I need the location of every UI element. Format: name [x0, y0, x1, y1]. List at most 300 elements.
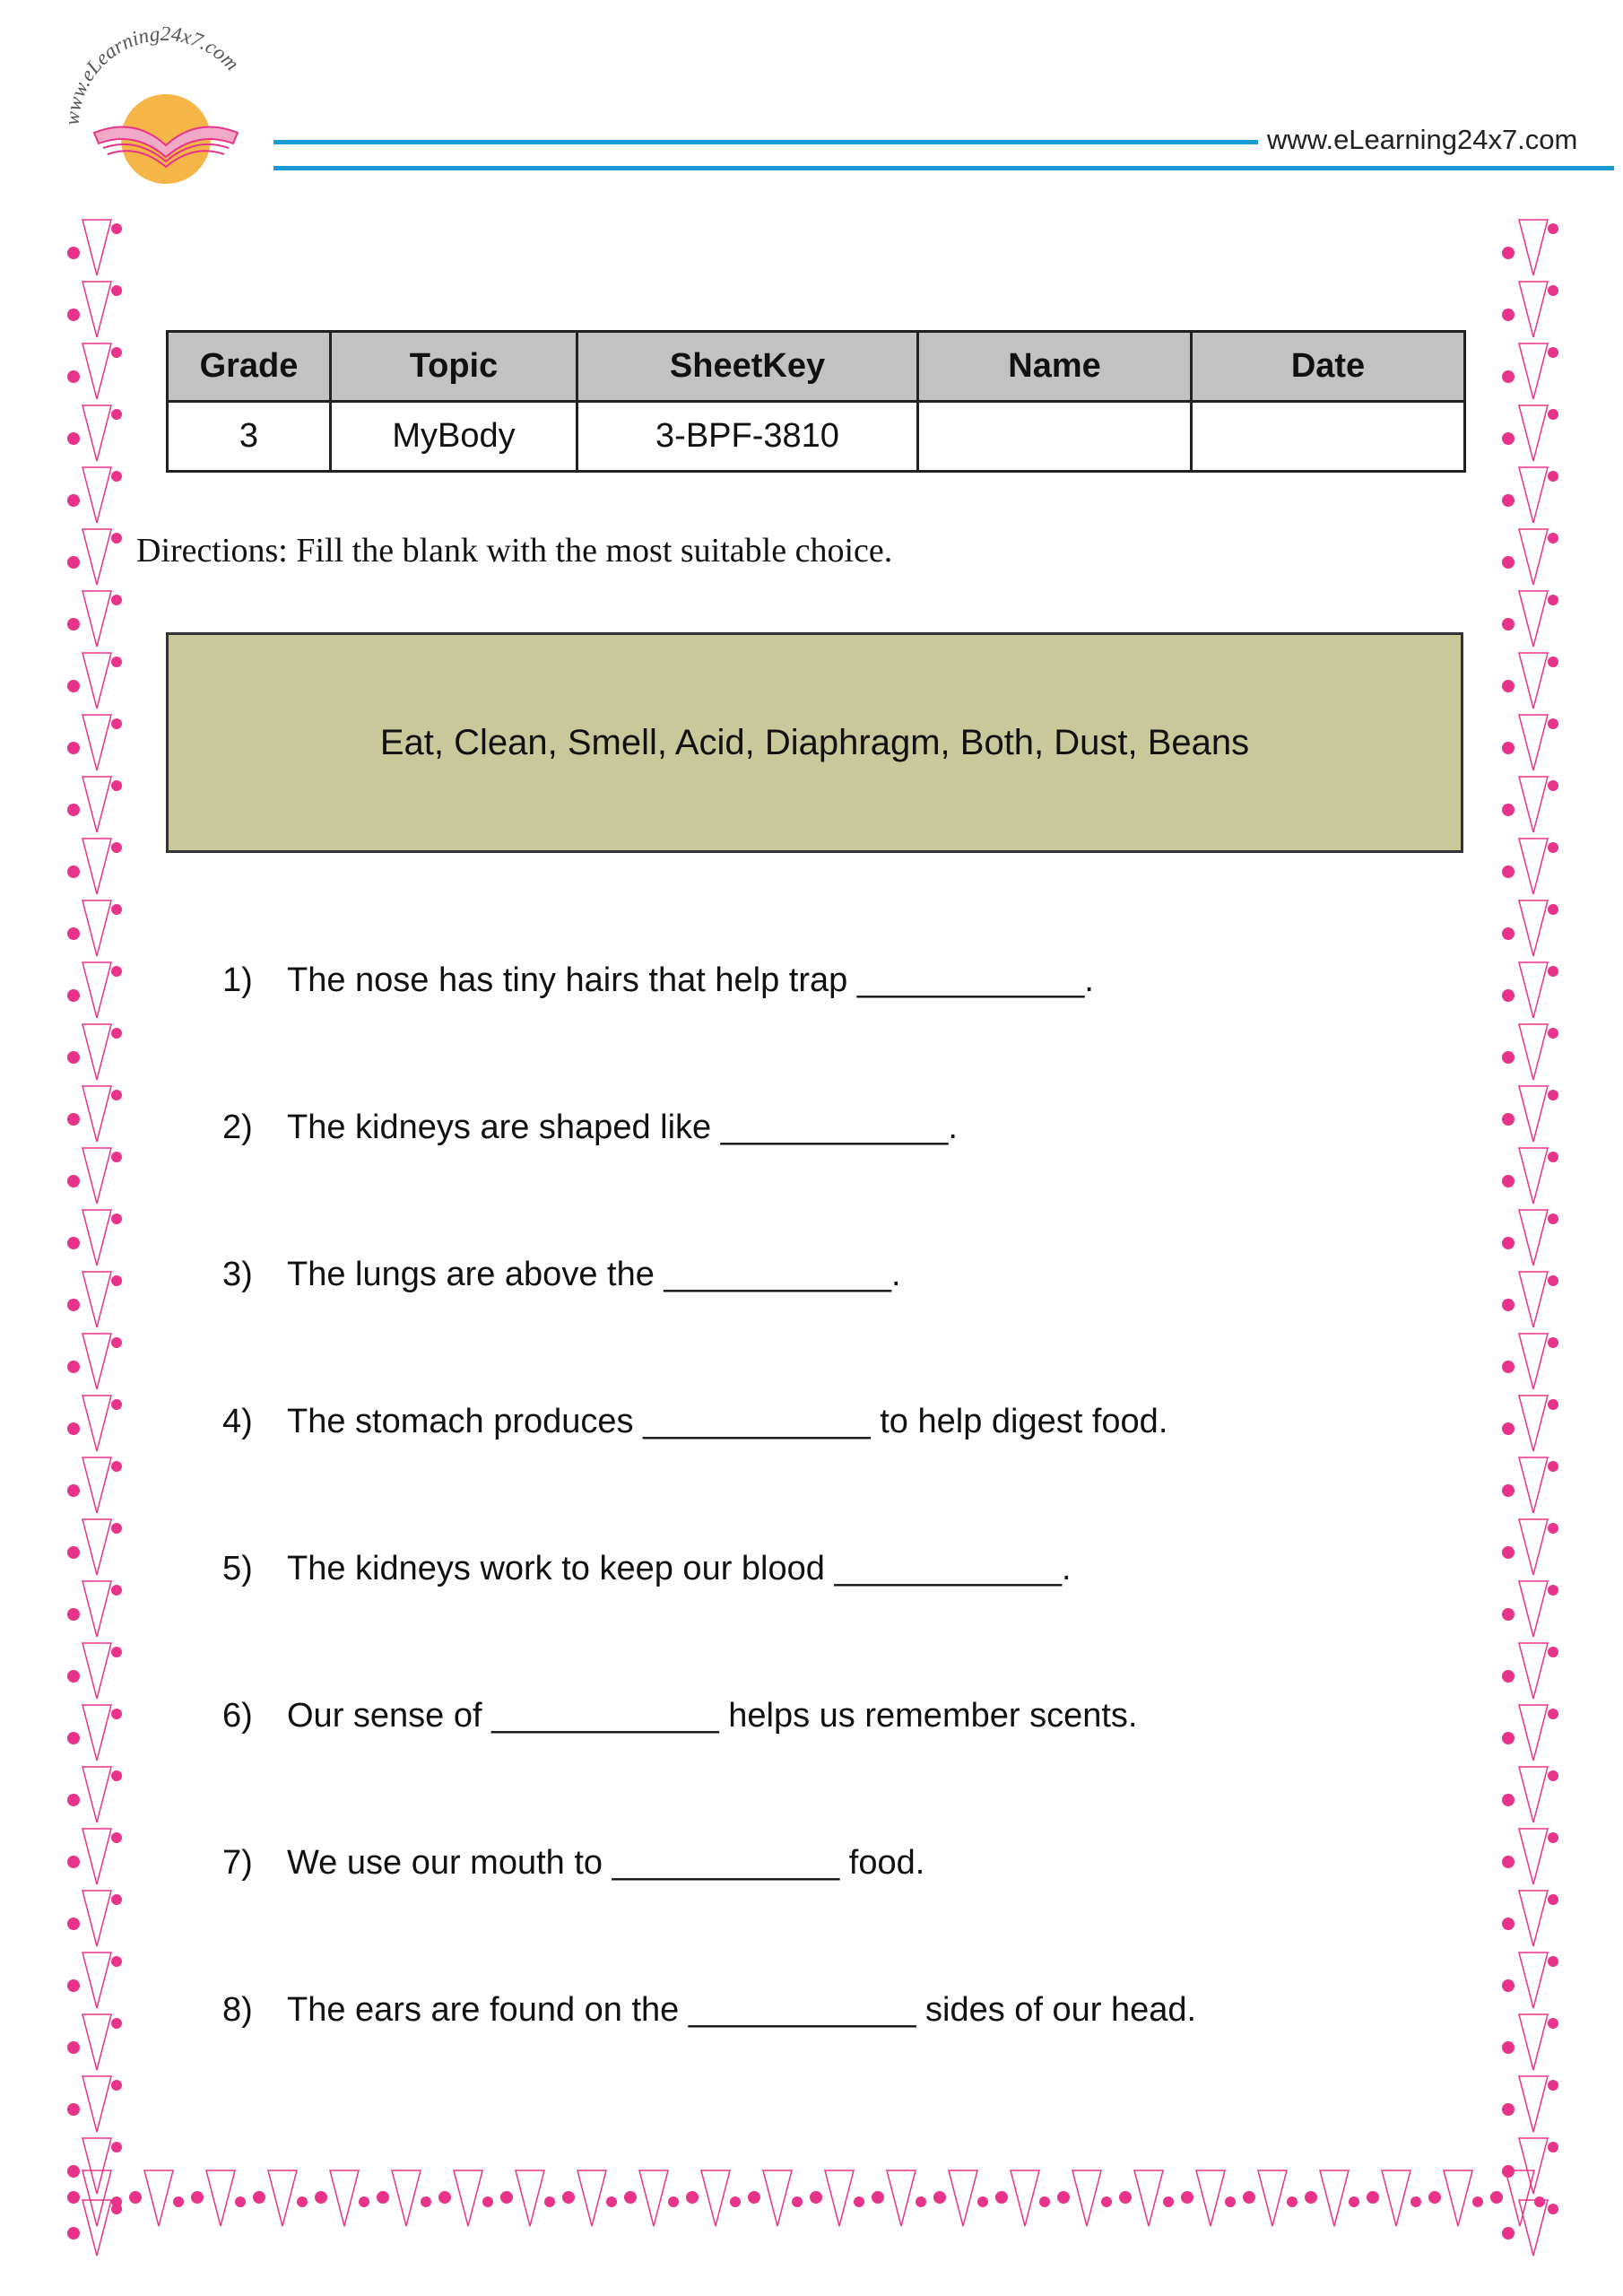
border-dot: [686, 2191, 699, 2204]
border-dot: [315, 2191, 327, 2204]
header-name: Name: [918, 332, 1192, 402]
border-dot: [1548, 1585, 1558, 1596]
border-dot: [111, 1028, 122, 1039]
border-dot: [916, 2196, 926, 2207]
border-triangle: [1519, 591, 1548, 647]
border-dot: [1548, 285, 1558, 296]
border-triangle: [639, 2170, 668, 2226]
border-triangle: [1382, 2170, 1410, 2226]
border-triangle: [82, 405, 111, 461]
border-triangle: [82, 1705, 111, 1761]
border-triangle: [1519, 1829, 1548, 1884]
border-dot: [1548, 1523, 1558, 1534]
border-dot: [1502, 1670, 1515, 1683]
border-dot: [1502, 1113, 1515, 1126]
border-dot: [1502, 1175, 1515, 1187]
header-topic: Topic: [331, 332, 577, 402]
border-triangle: [1258, 2170, 1287, 2226]
border-triangle: [949, 2170, 977, 2226]
question-text: The lungs are above the ____________.: [287, 1256, 901, 1293]
border-triangle: [82, 1148, 111, 1204]
border-dot: [173, 2196, 184, 2207]
border-dot: [1502, 804, 1515, 816]
border-triangle: [516, 2170, 544, 2226]
border-dot: [67, 618, 80, 631]
border-dot: [438, 2191, 451, 2204]
border-dot: [67, 680, 80, 692]
border-dot: [748, 2191, 760, 2204]
name-field[interactable]: [918, 402, 1192, 472]
border-triangle: [82, 839, 111, 894]
border-dot: [377, 2191, 389, 2204]
border-dot: [1410, 2196, 1421, 2207]
border-triangle: [1519, 1643, 1548, 1699]
question-number: 1): [222, 961, 253, 999]
border-triangle: [1519, 2138, 1548, 2194]
border-dot: [67, 1175, 80, 1187]
border-triangle: [1519, 2200, 1548, 2256]
border-dot: [1548, 347, 1558, 358]
border-dot: [1502, 742, 1515, 754]
border-triangle: [82, 1581, 111, 1637]
border-dot: [111, 2142, 122, 2152]
question-3: [222, 1256, 901, 1294]
border-dot: [1548, 2142, 1558, 2152]
border-triangle: [82, 1396, 111, 1451]
border-dot: [67, 1299, 80, 1311]
border-dot: [1490, 2191, 1503, 2204]
border-dot: [1502, 309, 1515, 321]
border-dot: [67, 1484, 80, 1497]
border-dot: [977, 2196, 988, 2207]
border-triangle: [206, 2170, 235, 2226]
border-dot: [111, 657, 122, 667]
border-dot: [500, 2191, 513, 2204]
border-dot: [1502, 1237, 1515, 1249]
border-dot: [111, 471, 122, 482]
header-date: Date: [1192, 332, 1465, 402]
logo-text: www.eLearning24x7.com: [60, 27, 244, 126]
border-dot: [1534, 2196, 1545, 2207]
border-dot: [1502, 865, 1515, 878]
border-triangle: [887, 2170, 916, 2226]
question-5: [222, 1550, 1072, 1588]
border-triangle: [1519, 1891, 1548, 1946]
border-dot: [111, 409, 122, 420]
date-field[interactable]: [1192, 402, 1465, 472]
border-dot: [854, 2196, 864, 2207]
border-dot: [1502, 494, 1515, 507]
border-triangle: [82, 1643, 111, 1699]
border-triangle: [82, 2138, 111, 2194]
border-triangle: [763, 2170, 792, 2226]
border-dot: [1502, 2165, 1515, 2178]
border-dot: [67, 1422, 80, 1435]
border-triangle: [82, 344, 111, 399]
border-dot: [111, 1399, 122, 1410]
border-dot: [1548, 533, 1558, 544]
border-triangle: [1011, 2170, 1039, 2226]
border-triangle: [82, 2200, 111, 2256]
border-triangle: [1519, 405, 1548, 461]
border-dot: [1548, 1956, 1558, 1967]
border-triangle: [1320, 2170, 1349, 2226]
border-dot: [1548, 1832, 1558, 1843]
border-dot: [1502, 989, 1515, 1002]
border-dot: [1101, 2196, 1112, 2207]
border-dot: [1548, 842, 1558, 853]
border-dot: [1181, 2191, 1193, 2204]
border-triangle: [1519, 1519, 1548, 1575]
border-dot: [111, 2018, 122, 2029]
border-triangle: [1519, 1705, 1548, 1761]
border-triangle: [1519, 715, 1548, 770]
border-dot: [67, 865, 80, 878]
word-bank-text: Eat, Clean, Smell, Acid, Diaphragm, Both, Dust, Beans: [379, 722, 1250, 762]
border-dot: [67, 1670, 80, 1683]
border-dot: [1548, 1709, 1558, 1719]
border-triangle: [1519, 529, 1548, 585]
border-triangle: [82, 777, 111, 832]
border-dot: [792, 2196, 803, 2207]
question-2: [222, 1109, 958, 1147]
border-dot: [1367, 2191, 1379, 2204]
border-dot: [111, 2196, 122, 2207]
border-dot: [1548, 966, 1558, 977]
border-dot: [1548, 780, 1558, 791]
question-text: The stomach produces ____________ to help digest food.: [287, 1403, 1168, 1440]
border-dot: [1502, 1732, 1515, 1744]
border-triangle: [82, 1024, 111, 1080]
header-grade: Grade: [168, 332, 331, 402]
border-dot: [1502, 1361, 1515, 1373]
border-dot: [235, 2196, 246, 2207]
border-triangle: [82, 2076, 111, 2132]
border-dot: [1502, 432, 1515, 445]
border-dot: [111, 1770, 122, 1781]
border-dot: [1502, 1918, 1515, 1930]
border-dot: [1502, 927, 1515, 940]
question-text: The ears are found on the ____________ sides of our head.: [287, 1991, 1197, 2029]
border-triangle: [1519, 839, 1548, 894]
border-dot: [562, 2191, 575, 2204]
border-triangle: [330, 2170, 359, 2226]
border-triangle: [1519, 344, 1548, 399]
border-dot: [111, 780, 122, 791]
border-dot: [544, 2196, 555, 2207]
border-dot: [1502, 1856, 1515, 1868]
question-number: 7): [222, 1844, 253, 1882]
border-dot: [67, 927, 80, 940]
border-dot: [67, 1979, 80, 1992]
topic-value: MyBody: [331, 402, 577, 472]
header-line-bottom: [273, 166, 1614, 170]
info-table-header-row: [168, 332, 1465, 402]
border-triangle: [1134, 2170, 1163, 2226]
border-dot: [111, 533, 122, 544]
border-triangle: [1519, 1457, 1548, 1513]
question-number: 8): [222, 1991, 253, 2029]
border-triangle: [1519, 1396, 1548, 1451]
border-dot: [67, 742, 80, 754]
border-dot: [995, 2191, 1008, 2204]
border-triangle: [82, 1519, 111, 1575]
border-dot: [1502, 1051, 1515, 1064]
border-dot: [111, 1337, 122, 1348]
border-dot: [421, 2196, 431, 2207]
header-line-top: [273, 140, 1258, 144]
border-dot: [1163, 2196, 1174, 2207]
border-triangle: [82, 529, 111, 585]
border-dot: [1548, 2018, 1558, 2029]
border-triangle: [1519, 2076, 1548, 2132]
border-triangle: [1519, 1024, 1548, 1080]
border-triangle: [1519, 962, 1548, 1018]
border-triangle: [82, 282, 111, 337]
question-text: We use our mouth to ____________ food.: [287, 1844, 925, 1882]
border-triangle: [82, 962, 111, 1018]
border-dot: [1502, 618, 1515, 631]
border-triangle: [82, 1891, 111, 1946]
border-triangle: [82, 900, 111, 956]
border-triangle: [82, 2014, 111, 2070]
border-dot: [933, 2191, 946, 2204]
border-dot: [111, 595, 122, 605]
border-dot: [1502, 247, 1515, 259]
border-dot: [67, 309, 80, 321]
directions: Directions: Fill the blank with the most suitable choice.: [136, 532, 893, 570]
border-dot: [1548, 1461, 1558, 1472]
border-dot: [67, 1608, 80, 1621]
border-dot: [1548, 1399, 1558, 1410]
border-dot: [111, 285, 122, 296]
border-dot: [111, 1956, 122, 1967]
border-dot: [1502, 2041, 1515, 2054]
border-dot: [111, 1213, 122, 1224]
border-dot: [1548, 595, 1558, 605]
border-dot: [111, 1709, 122, 1719]
border-dot: [1057, 2191, 1070, 2204]
border-triangle: [1519, 1210, 1548, 1265]
question-number: 6): [222, 1697, 253, 1735]
border-triangle: [82, 715, 111, 770]
border-dot: [1548, 1770, 1558, 1781]
border-dot: [668, 2196, 679, 2207]
border-dot: [1502, 1608, 1515, 1621]
border-dot: [1548, 1213, 1558, 1224]
border-dot: [1548, 1894, 1558, 1905]
border-dot: [1039, 2196, 1050, 2207]
border-triangle: [144, 2170, 173, 2226]
border-dot: [1548, 657, 1558, 667]
border-triangle: [82, 467, 111, 523]
border-dot: [1502, 1299, 1515, 1311]
border-dot: [1548, 718, 1558, 729]
border-dot: [810, 2191, 822, 2204]
border-dot: [1502, 2227, 1515, 2239]
border-triangle: [82, 2170, 111, 2226]
border-dot: [111, 1523, 122, 1534]
border-dot: [191, 2191, 204, 2204]
grade-value: 3: [168, 402, 331, 472]
border-dot: [1502, 556, 1515, 569]
border-dot: [1502, 680, 1515, 692]
border-dot: [111, 347, 122, 358]
border-triangle: [1519, 1581, 1548, 1637]
header-sheetkey: SheetKey: [577, 332, 918, 402]
border-dot: [1243, 2191, 1255, 2204]
border-dot: [111, 1275, 122, 1286]
border-dot: [730, 2196, 741, 2207]
border-dot: [1119, 2191, 1132, 2204]
border-dot: [111, 1832, 122, 1843]
border-dot: [67, 247, 80, 259]
border-dot: [67, 1051, 80, 1064]
border-dot: [111, 1647, 122, 1657]
question-number: 4): [222, 1403, 253, 1440]
question-text: The kidneys work to keep our blood ____________.: [287, 1550, 1072, 1587]
border-dot: [67, 2041, 80, 2054]
border-dot: [129, 2191, 142, 2204]
border-dot: [872, 2191, 884, 2204]
question-8: [222, 1991, 1196, 2030]
elearning-logo: [54, 27, 278, 197]
question-1: [222, 961, 1094, 1000]
border-dot: [606, 2196, 617, 2207]
border-dot: [1287, 2196, 1298, 2207]
border-dot: [111, 2080, 122, 2091]
info-table-value-row: [168, 402, 1465, 472]
border-triangle: [577, 2170, 606, 2226]
border-dot: [1428, 2191, 1441, 2204]
border-dot: [67, 1546, 80, 1559]
border-dot: [111, 1585, 122, 1596]
border-triangle: [82, 591, 111, 647]
border-triangle: [1519, 1334, 1548, 1389]
border-dot: [67, 804, 80, 816]
border-triangle: [1519, 653, 1548, 709]
border-triangle: [701, 2170, 730, 2226]
border-dot: [1502, 1979, 1515, 1992]
border-dot: [111, 966, 122, 977]
border-triangle: [82, 220, 111, 275]
question-6: [222, 1697, 1137, 1735]
border-dot: [1502, 1794, 1515, 1806]
border-dot: [1225, 2196, 1236, 2207]
border-dot: [67, 494, 80, 507]
border-dot: [1548, 471, 1558, 482]
border-dot: [359, 2196, 369, 2207]
border-dot: [1548, 2204, 1558, 2214]
border-triangle: [82, 1952, 111, 2008]
border-dot: [67, 556, 80, 569]
border-triangle: [1519, 1272, 1548, 1327]
border-dot: [111, 1090, 122, 1100]
border-dot: [1548, 409, 1558, 420]
border-triangle: [1519, 900, 1548, 956]
border-dot: [1349, 2196, 1359, 2207]
border-dot: [67, 1794, 80, 1806]
border-dot: [1502, 370, 1515, 383]
border-dot: [67, 989, 80, 1002]
border-triangle: [82, 1457, 111, 1513]
border-triangle: [1519, 1952, 1548, 2008]
border-triangle: [1196, 2170, 1225, 2226]
border-triangle: [82, 1086, 111, 1142]
question-7: [222, 1844, 924, 1883]
border-dot: [1548, 2080, 1558, 2091]
border-dot: [1548, 1275, 1558, 1286]
sheetkey-value: 3-BPF-3810: [577, 402, 918, 472]
border-dot: [1305, 2191, 1317, 2204]
border-triangle: [454, 2170, 482, 2226]
border-dot: [1472, 2196, 1483, 2207]
question-number: 3): [222, 1256, 253, 1293]
border-dot: [67, 1237, 80, 1249]
border-triangle: [82, 653, 111, 709]
border-dot: [1548, 1028, 1558, 1039]
border-triangle: [392, 2170, 421, 2226]
border-dot: [111, 1152, 122, 1162]
border-dot: [67, 1361, 80, 1373]
border-dot: [1548, 223, 1558, 234]
border-dot: [67, 1113, 80, 1126]
question-4: [222, 1403, 1167, 1441]
border-dot: [1548, 904, 1558, 915]
border-dot: [1502, 2103, 1515, 2116]
border-triangle: [1519, 1767, 1548, 1822]
border-dot: [111, 223, 122, 234]
question-text: The nose has tiny hairs that help trap ____________.: [287, 961, 1094, 999]
border-dot: [1502, 1484, 1515, 1497]
border-triangle: [1519, 1148, 1548, 1204]
border-dot: [1502, 1546, 1515, 1559]
border-triangle: [1519, 282, 1548, 337]
border-dot: [67, 2165, 80, 2178]
border-triangle: [825, 2170, 854, 2226]
border-dot: [253, 2191, 265, 2204]
border-dot: [67, 370, 80, 383]
border-dot: [111, 904, 122, 915]
border-triangle: [82, 1829, 111, 1884]
border-dot: [111, 1894, 122, 1905]
question-number: 2): [222, 1109, 253, 1146]
word-bank: [166, 632, 1463, 853]
border-dot: [1548, 1152, 1558, 1162]
border-dot: [111, 1461, 122, 1472]
border-dot: [624, 2191, 637, 2204]
border-triangle: [82, 1767, 111, 1822]
border-dot: [297, 2196, 308, 2207]
border-dot: [67, 432, 80, 445]
border-triangle: [1519, 1086, 1548, 1142]
border-dot: [67, 2227, 80, 2239]
border-dot: [1548, 1090, 1558, 1100]
border-dot: [111, 842, 122, 853]
border-dot: [482, 2196, 493, 2207]
question-number: 5): [222, 1550, 253, 1587]
border-dot: [67, 1732, 80, 1744]
border-triangle: [1506, 2170, 1534, 2226]
border-dot: [111, 2204, 122, 2214]
border-dot: [1548, 1337, 1558, 1348]
border-triangle: [1519, 2014, 1548, 2070]
border-dot: [1502, 1422, 1515, 1435]
site-url: www.eLearning24x7.com: [1267, 124, 1578, 155]
border-dot: [1548, 1647, 1558, 1657]
border-dot: [67, 1918, 80, 1930]
border-triangle: [1072, 2170, 1101, 2226]
